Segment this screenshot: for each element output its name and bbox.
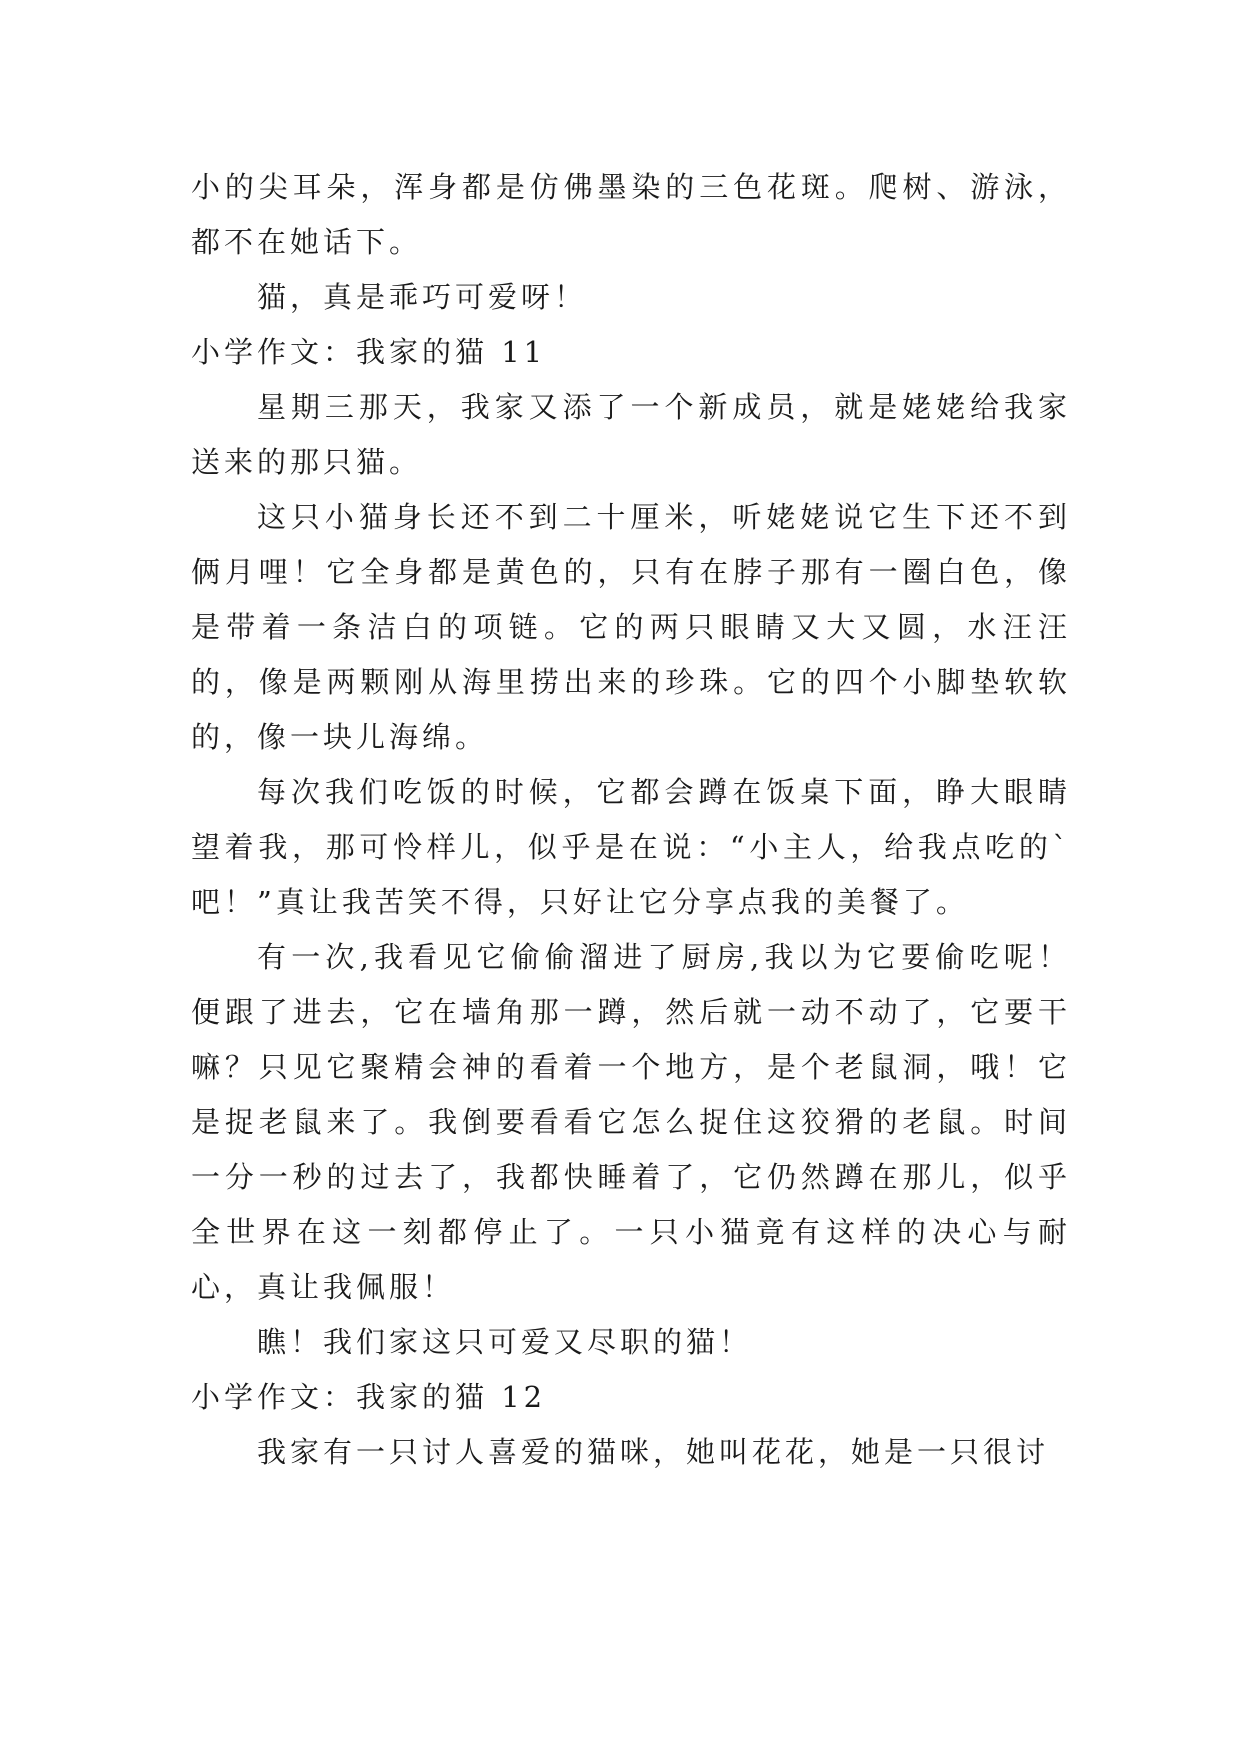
paragraph: 猫，真是乖巧可爱呀！ bbox=[257, 280, 588, 314]
paragraph: 我家有一只讨人喜爱的猫咪，她叫花花，她是一只很讨 bbox=[257, 1435, 1050, 1469]
paragraph: 每次我们吃饭的时候，它都会蹲在饭桌下面，睁大眼睛望着我，那可怜样儿，似乎是在说：“小主人，给我点吃的`吧！”真让我苦笑不得，只好让它分享点我的美餐了。 bbox=[191, 775, 1071, 919]
paragraph: 小的尖耳朵，浑身都是仿佛墨染的三色花斑。爬树、游泳，都不在她话下。 bbox=[191, 170, 1071, 259]
paragraph: 瞧！我们家这只可爱又尽职的猫！ bbox=[257, 1325, 753, 1359]
paragraph: 这只小猫身长还不到二十厘米，听姥姥说它生下还不到俩月哩！它全身都是黄色的，只有在脖子那有一圈白色，像是带着一条洁白的项链。它的两只眼睛又大又圆，水汪汪的，像是两颗刚从海里捞出来的珍珠。它的四个小脚垫软软的，像一块儿海绵。 bbox=[191, 500, 1071, 754]
section-heading: 小学作文：我家的猫 11 bbox=[191, 335, 547, 369]
paragraph: 有一次,我看见它偷偷溜进了厨房,我以为它要偷吃呢！便跟了进去，它在墙角那一蹲，然后就一动不动了，它要干嘛？只见它聚精会神的看着一个地方，是个老鼠洞，哦！它是捉老鼠来了。我倒要看看它怎么捉住这狡猾的老鼠。时间一分一秒的过去了，我都快睡着了，它仍然蹲在那儿，似乎全世界在这一刻都停止了。一只小猫竟有这样的决心与耐心，真让我佩服！ bbox=[191, 940, 1071, 1304]
paragraph: 星期三那天，我家又添了一个新成员，就是姥姥给我家送来的那只猫。 bbox=[191, 390, 1071, 479]
document-body bbox=[191, 160, 1071, 1480]
section-heading: 小学作文：我家的猫 12 bbox=[191, 1380, 547, 1414]
